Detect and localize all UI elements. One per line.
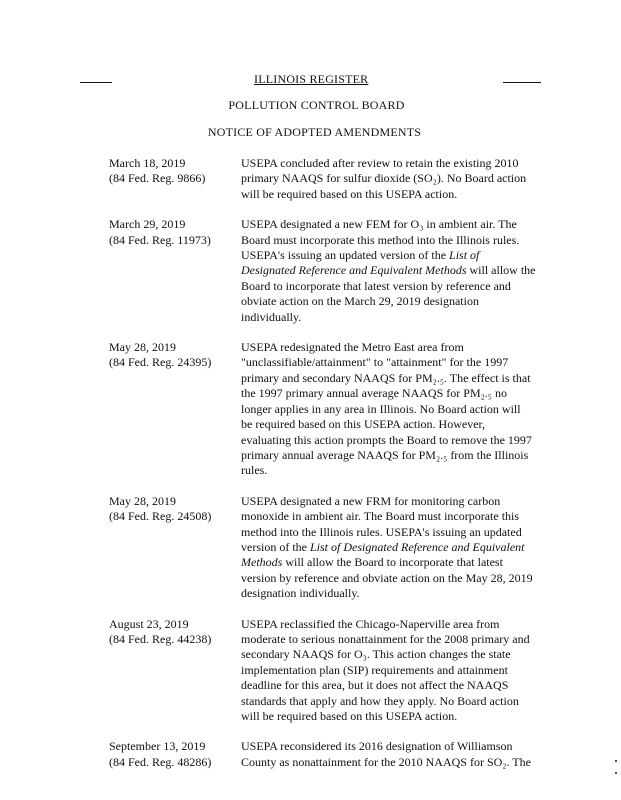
entry-date: August 23, 2019 <box>109 616 189 631</box>
description-line: standards that apply and how they apply. No Board action <box>241 693 519 708</box>
header-rule-right <box>503 82 541 83</box>
entry-date-block <box>109 739 234 770</box>
entry <box>109 494 549 602</box>
description-line: moderate to serious nonattainment for the 2008 primary and <box>241 631 530 646</box>
description-line: deadline for this area, but it does not affect the NAAQS <box>241 678 509 693</box>
description-line: USEPA's issuing an updated version of the List of <box>241 248 480 263</box>
entry-citation: (84 Fed. Reg. 9866) <box>109 171 206 186</box>
description-line: designation individually. <box>241 586 360 601</box>
entry-description <box>241 739 549 770</box>
entry-citation: (84 Fed. Reg. 48286) <box>109 754 212 769</box>
entry-date: March 29, 2019 <box>109 217 186 232</box>
entry <box>109 217 549 325</box>
description-line: Board must incorporate this method into the Illinois rules. <box>241 232 520 247</box>
description-line: secondary NAAQS for O₃. This action changes the state <box>241 647 511 662</box>
entry <box>109 156 549 202</box>
entry-citation: (84 Fed. Reg. 24508) <box>109 509 212 524</box>
entry-date: May 28, 2019 <box>109 340 176 355</box>
scan-speck <box>615 772 617 774</box>
description-line: the 1997 primary annual average NAAQS for PM₂.₅ no <box>241 386 507 401</box>
description-line: will be required based on this USEPA action. <box>241 186 458 201</box>
description-line: primary NAAQS for sulfur dioxide (SO₂). No Board action <box>241 171 527 186</box>
entry-date-block <box>109 217 234 248</box>
entry-description <box>241 617 549 725</box>
description-line: implementation plan (SIP) requirements and attainment <box>241 662 508 677</box>
description-line: longer applies in any area in Illinois. No Board action will <box>241 401 521 416</box>
entry-date-block <box>109 617 234 648</box>
description-line: Designated Reference and Equivalent Methods will allow the <box>241 263 536 278</box>
description-line: rules. <box>241 463 268 478</box>
entry-date-block <box>109 156 234 187</box>
description-line: USEPA redesignated the Metro East area from <box>241 340 464 355</box>
entry-description <box>241 494 549 602</box>
description-line: evaluating this action prompts the Board to remove the 1997 <box>241 432 532 447</box>
entry-date: May 28, 2019 <box>109 493 176 508</box>
entry-citation: (84 Fed. Reg. 24395) <box>109 355 212 370</box>
notice-title: NOTICE OF ADOPTED AMENDMENTS <box>207 125 422 139</box>
entry-date: September 13, 2019 <box>109 739 206 754</box>
entry-citation: (84 Fed. Reg. 44238) <box>109 631 212 646</box>
description-line: individually. <box>241 309 302 324</box>
description-line: will be required based on this USEPA action. <box>241 709 458 723</box>
description-line: USEPA reclassified the Chicago-Naperville area from <box>241 616 500 631</box>
scan-speck <box>615 760 617 762</box>
description-line: monoxide in ambient air. The Board must incorporate this <box>241 509 520 524</box>
description-line: County as nonattainment for the 2010 NAAQS for SO₂. The <box>241 754 531 769</box>
entry-date-block <box>109 494 234 525</box>
description-line: be required based on this USEPA action. However, <box>241 417 486 432</box>
register-title: ILLINOIS REGISTER <box>254 72 369 86</box>
description-line: version by reference and obviate action on the May 28, 2019 <box>241 570 533 585</box>
header-rule-left <box>80 82 112 83</box>
board-title: POLLUTION CONTROL BOARD <box>228 98 405 112</box>
description-line: method into the Illinois rules. USEPA's issuing an updated <box>241 524 522 539</box>
entry-description <box>241 156 549 202</box>
description-line: USEPA designated a new FEM for O₃ in ambient air. The <box>241 217 517 232</box>
description-line: Board to incorporate that latest version by reference and <box>241 278 511 293</box>
description-line: "unclassifiable/attainment" to "attainment" for the 1997 <box>241 355 509 370</box>
description-line: obviate action on the March 29, 2019 designation <box>241 294 479 309</box>
entry <box>109 340 549 479</box>
description-line: USEPA reconsidered its 2016 designation of Williamson <box>241 739 513 754</box>
description-line: version of the List of Designated Reference and Equivalent <box>241 539 525 554</box>
entries-list <box>109 156 549 785</box>
description-line: Methods will allow the Board to incorporate that latest <box>241 555 503 570</box>
description-line: USEPA designated a new FRM for monitoring carbon <box>241 493 501 508</box>
entry <box>109 739 549 770</box>
entry <box>109 617 549 725</box>
entry-description <box>241 217 549 325</box>
entry-description <box>241 340 549 479</box>
description-line: USEPA concluded after review to retain the existing 2010 <box>241 156 519 170</box>
entry-date-block <box>109 340 234 371</box>
entry-date: March 18, 2019 <box>109 156 186 170</box>
description-line: primary annual average NAAQS for PM₂.₅ from the Illinois <box>241 447 529 462</box>
entry-citation: (84 Fed. Reg. 11973) <box>109 232 211 247</box>
description-line: primary and secondary NAAQS for PM₂.₅. The effect is that <box>241 370 531 385</box>
